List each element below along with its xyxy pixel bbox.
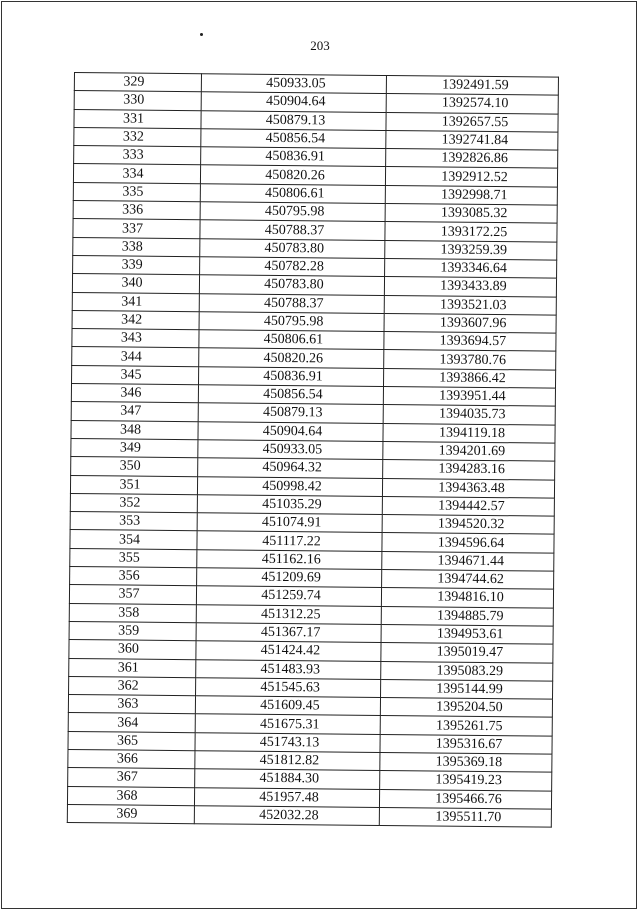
y-coordinate-cell: 1392741.84: [386, 130, 558, 150]
y-coordinate-cell: 1393780.76: [384, 350, 556, 370]
y-coordinate-cell: 1394201.69: [383, 441, 555, 461]
y-coordinate-cell: 1392912.52: [385, 167, 557, 187]
y-coordinate-cell: 1393259.39: [385, 240, 557, 260]
coordinate-table-container: [67, 72, 558, 828]
point-number-cell: 345: [72, 365, 199, 385]
point-number-cell: 355: [70, 548, 197, 568]
x-coordinate-cell: 450904.64: [198, 421, 383, 441]
point-number-cell: 344: [72, 347, 199, 367]
x-coordinate-cell: 450879.13: [201, 110, 386, 130]
table-row: [67, 804, 551, 827]
y-coordinate-cell: 1394744.62: [382, 569, 554, 589]
point-number-cell: 335: [73, 182, 200, 202]
x-coordinate-cell: 452032.28: [194, 806, 379, 826]
x-coordinate-cell: 450933.05: [198, 440, 383, 460]
x-coordinate-cell: 451609.45: [195, 696, 380, 716]
y-coordinate-cell: 1392826.86: [386, 149, 558, 169]
point-number-cell: 358: [69, 603, 196, 623]
x-coordinate-cell: 451957.48: [194, 787, 379, 807]
point-number-cell: 362: [69, 676, 196, 696]
y-coordinate-cell: 1395316.67: [380, 734, 552, 754]
y-coordinate-cell: 1395419.23: [380, 771, 552, 791]
point-number-cell: 343: [72, 329, 199, 349]
y-coordinate-cell: 1394520.32: [382, 515, 554, 535]
x-coordinate-cell: 450933.05: [201, 74, 386, 94]
y-coordinate-cell: 1394596.64: [382, 533, 554, 553]
x-coordinate-cell: 451367.17: [196, 623, 381, 643]
x-coordinate-cell: 451483.93: [196, 659, 381, 679]
point-number-cell: 349: [71, 438, 198, 458]
point-number-cell: 361: [69, 658, 196, 678]
x-coordinate-cell: 451743.13: [195, 732, 380, 752]
y-coordinate-cell: 1393172.25: [385, 222, 557, 242]
x-coordinate-cell: 451675.31: [195, 714, 380, 734]
x-coordinate-cell: 450788.37: [200, 220, 385, 240]
y-coordinate-cell: 1395369.18: [380, 752, 552, 772]
point-number-cell: 360: [69, 640, 196, 660]
page-number: 203: [310, 38, 330, 53]
y-coordinate-cell: 1394671.44: [382, 551, 554, 571]
x-coordinate-cell: 451117.22: [197, 531, 382, 551]
y-coordinate-cell: 1392657.55: [386, 112, 558, 132]
point-number-cell: 367: [68, 768, 195, 788]
x-coordinate-cell: 450856.54: [198, 385, 383, 405]
point-number-cell: 356: [70, 566, 197, 586]
point-number-cell: 366: [68, 749, 195, 769]
point-number-cell: 347: [71, 402, 198, 422]
y-coordinate-cell: 1392998.71: [385, 185, 557, 205]
point-number-cell: 363: [68, 695, 195, 715]
x-coordinate-cell: 450806.61: [199, 330, 384, 350]
point-number-cell: 341: [72, 292, 199, 312]
point-number-cell: 340: [72, 274, 199, 294]
point-number-cell: 337: [73, 219, 200, 239]
y-coordinate-cell: 1395144.99: [381, 679, 553, 699]
point-number-cell: 336: [73, 201, 200, 221]
point-number-cell: 364: [68, 713, 195, 733]
x-coordinate-cell: 450783.80: [200, 238, 385, 258]
x-coordinate-cell: 450856.54: [201, 129, 386, 149]
y-coordinate-cell: 1394035.73: [383, 405, 555, 425]
x-coordinate-cell: 451209.69: [197, 568, 382, 588]
point-number-cell: 332: [74, 127, 201, 147]
y-coordinate-cell: 1392574.10: [386, 94, 558, 114]
x-coordinate-cell: 450904.64: [201, 92, 386, 112]
x-coordinate-cell: 450998.42: [197, 476, 382, 496]
point-number-cell: 339: [73, 255, 200, 275]
y-coordinate-cell: 1393607.96: [384, 313, 556, 333]
point-number-cell: 353: [70, 512, 197, 532]
point-number-cell: 354: [70, 530, 197, 550]
x-coordinate-cell: 451424.42: [196, 641, 381, 661]
point-number-cell: 333: [74, 146, 201, 166]
x-coordinate-cell: 450788.37: [199, 293, 384, 313]
y-coordinate-cell: 1395083.29: [381, 661, 553, 681]
x-coordinate-cell: 450783.80: [199, 275, 384, 295]
y-coordinate-cell: 1393346.64: [385, 258, 557, 278]
coordinate-table-body: [67, 73, 558, 828]
point-number-cell: 342: [72, 310, 199, 330]
y-coordinate-cell: 1395204.50: [380, 698, 552, 718]
x-coordinate-cell: 450820.26: [199, 348, 384, 368]
y-coordinate-cell: 1394953.61: [381, 624, 553, 644]
x-coordinate-cell: 450879.13: [198, 403, 383, 423]
x-coordinate-cell: 450820.26: [200, 165, 385, 185]
y-coordinate-cell: 1395466.76: [379, 789, 551, 809]
x-coordinate-cell: 450795.98: [199, 312, 384, 332]
point-number-cell: 357: [69, 585, 196, 605]
point-number-cell: 350: [71, 457, 198, 477]
point-number-cell: 348: [71, 420, 198, 440]
x-coordinate-cell: 451259.74: [196, 586, 381, 606]
point-number-cell: 338: [73, 237, 200, 257]
y-coordinate-cell: 1394283.16: [383, 460, 555, 480]
y-coordinate-cell: 1393866.42: [383, 368, 555, 388]
point-number-cell: 351: [70, 475, 197, 495]
point-number-cell: 331: [74, 109, 201, 129]
y-coordinate-cell: 1393085.32: [385, 204, 557, 224]
y-coordinate-cell: 1395261.75: [380, 716, 552, 736]
point-number-cell: 352: [70, 493, 197, 513]
point-number-cell: 334: [73, 164, 200, 184]
y-coordinate-cell: 1393433.89: [384, 277, 556, 297]
y-coordinate-cell: 1394363.48: [382, 478, 554, 498]
x-coordinate-cell: 451545.63: [196, 677, 381, 697]
x-coordinate-cell: 451812.82: [195, 751, 380, 771]
x-coordinate-cell: 450836.91: [201, 147, 386, 167]
point-number-cell: 359: [69, 621, 196, 641]
y-coordinate-cell: 1395019.47: [381, 643, 553, 663]
point-number-cell: 369: [67, 804, 194, 824]
x-coordinate-cell: 451074.91: [197, 513, 382, 533]
y-coordinate-cell: 1395511.70: [379, 807, 551, 827]
y-coordinate-cell: 1393951.44: [383, 387, 555, 407]
y-coordinate-cell: 1394119.18: [383, 423, 555, 443]
x-coordinate-cell: 450836.91: [199, 366, 384, 386]
x-coordinate-cell: 451884.30: [195, 769, 380, 789]
x-coordinate-cell: 451035.29: [197, 495, 382, 515]
point-number-cell: 368: [67, 786, 194, 806]
y-coordinate-cell: 1393521.03: [384, 295, 556, 315]
x-coordinate-cell: 450782.28: [200, 257, 385, 277]
x-coordinate-cell: 451162.16: [197, 549, 382, 569]
x-coordinate-cell: 450964.32: [198, 458, 383, 478]
y-coordinate-cell: 1393694.57: [384, 332, 556, 352]
coordinate-table: [67, 72, 559, 828]
x-coordinate-cell: 451312.25: [196, 604, 381, 624]
point-number-cell: 329: [74, 73, 201, 93]
y-coordinate-cell: 1392491.59: [386, 75, 558, 95]
x-coordinate-cell: 450795.98: [200, 202, 385, 222]
y-coordinate-cell: 1394885.79: [381, 606, 553, 626]
y-coordinate-cell: 1394442.57: [382, 496, 554, 516]
scan-dot: [200, 33, 203, 36]
point-number-cell: 330: [74, 91, 201, 111]
point-number-cell: 365: [68, 731, 195, 751]
y-coordinate-cell: 1394816.10: [381, 588, 553, 608]
point-number-cell: 346: [71, 384, 198, 404]
x-coordinate-cell: 450806.61: [200, 184, 385, 204]
